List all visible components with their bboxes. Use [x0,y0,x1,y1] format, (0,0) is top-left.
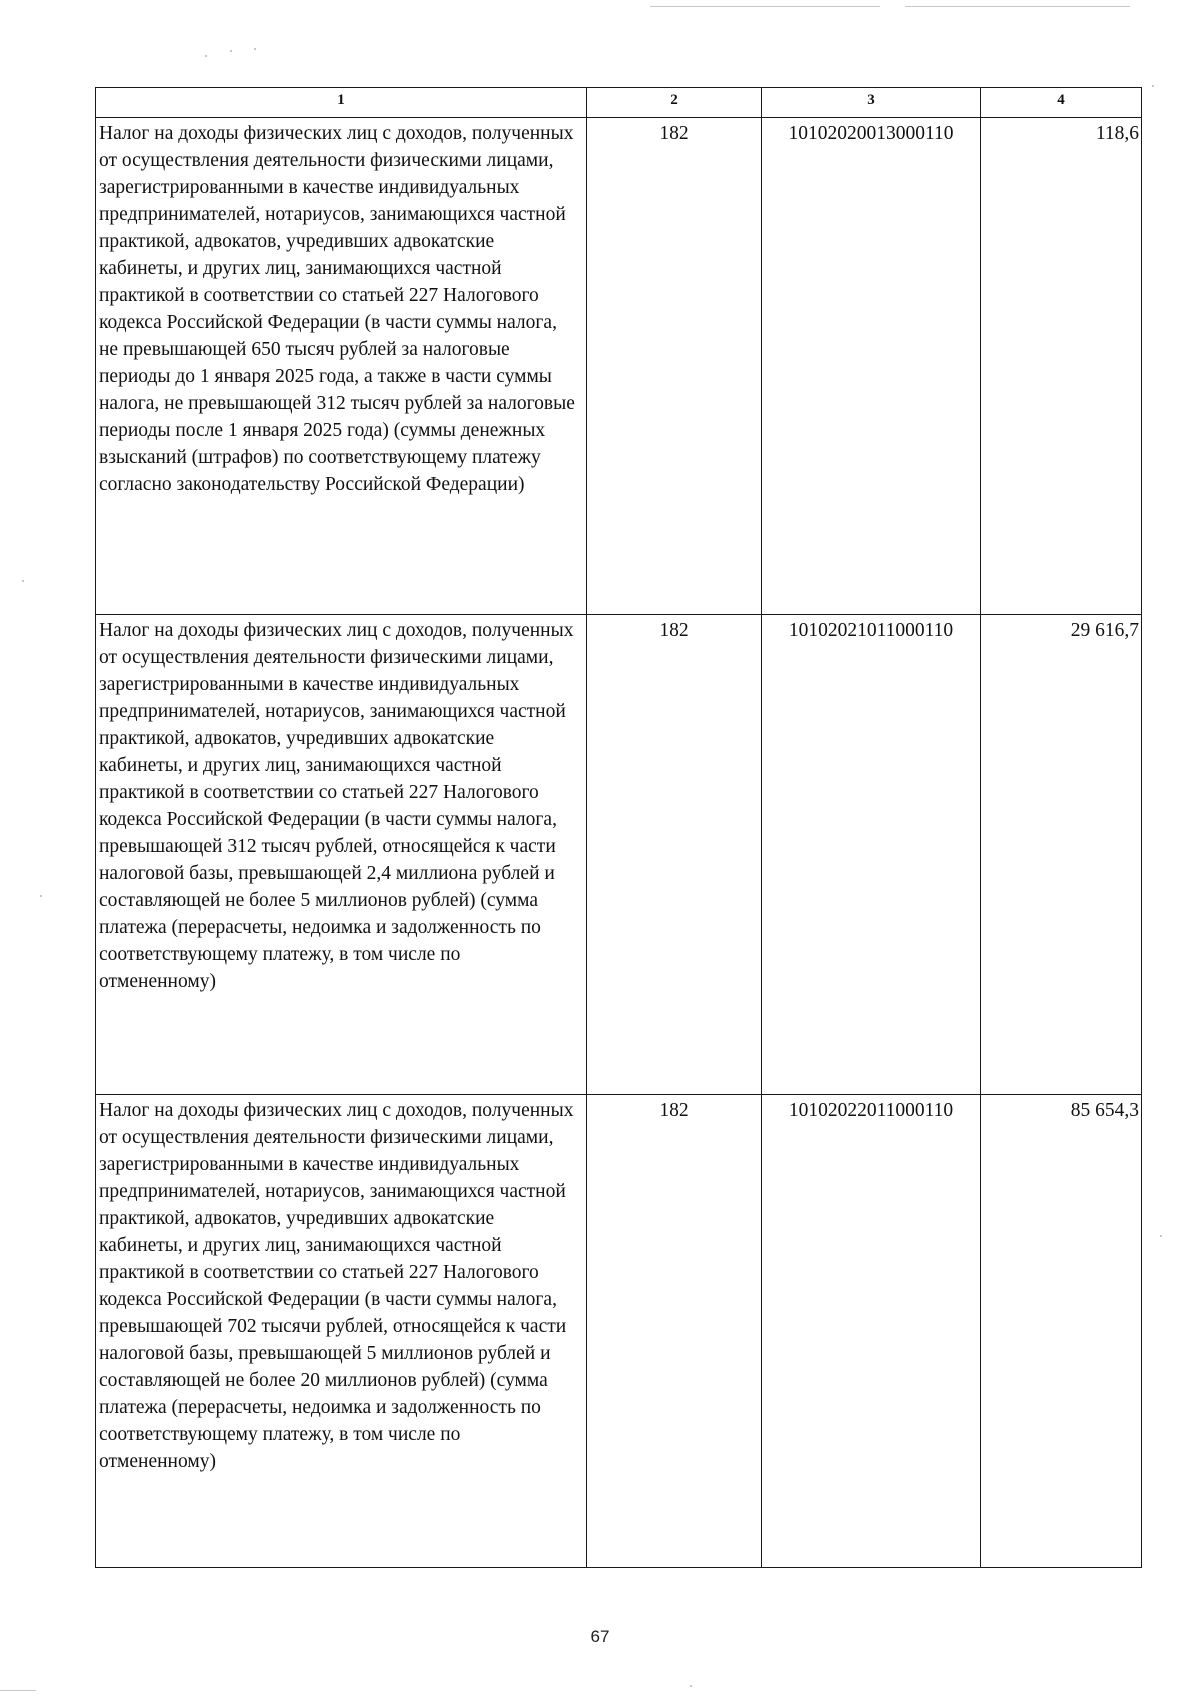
scan-artifact-dot [40,895,42,897]
row-admin-code: 182 [587,615,762,1095]
row-kbk-code: 10102020013000110 [762,118,981,615]
row-amount: 29 616,7 [981,615,1142,1095]
row-description: Налог на доходы физических лиц с доходов, полученных от осуществления деятельности физическими лицами, зарегистрированными в качестве индивидуальных предпринимателей, нотариусов, занимающихся частной практикой, адвокатов, учредивших адвокатские кабинеты, и других лиц, занимающихся частной практикой в соответствии со статьей 227 Налогового кодекса Российской Федерации (в части суммы налога, превышающей 312 тысяч рублей, относящейся к части налоговой базы, превышающей 2,4 миллиона рублей и составляющей не более 5 миллионов рублей) (сумма платежа (перерасчеты, недоимка и задолженность по соответствующему платежу, в том числе по отмененному) [96,615,587,1095]
scan-artifact-dot [254,48,256,50]
scan-artifact-dot [1160,1235,1162,1237]
scan-artifact-dot [690,1685,692,1687]
scan-artifact-top-line [650,6,880,7]
row-description: Налог на доходы физических лиц с доходов, полученных от осуществления деятельности физическими лицами, зарегистрированными в качестве индивидуальных предпринимателей, нотариусов, занимающихся частной практикой, адвокатов, учредивших адвокатские кабинеты, и других лиц, занимающихся частной практикой в соответствии со статьей 227 Налогового кодекса Российской Федерации (в части суммы налога, не превышающей 650 тысяч рублей за налоговые периоды до 1 января 2025 года, а также в части суммы налога, не превышающей 312 тысяч рублей за налоговые периоды после 1 января 2025 года) (суммы денежных взысканий (штрафов) по соответствующему платежу согласно законодательству Российской Федерации) [96,118,587,615]
row-kbk-code: 10102021011000110 [762,615,981,1095]
column-header: 4 [981,88,1142,118]
row-amount: 118,6 [981,118,1142,615]
page-number: 67 [590,1627,610,1646]
row-kbk-code: 10102022011000110 [762,1095,981,1568]
row-admin-code: 182 [587,1095,762,1568]
scan-artifact-top-line [905,6,1130,7]
scan-artifact-dot [1152,85,1154,87]
scan-artifact-dot [205,55,207,57]
scan-artifact-dot [230,50,232,52]
table-row [96,1095,1142,1568]
revenue-table [95,87,1142,1568]
table-row [96,615,1142,1095]
scan-artifact-bottom-line [0,1690,36,1691]
row-description: Налог на доходы физических лиц с доходов, полученных от осуществления деятельности физическими лицами, зарегистрированными в качестве индивидуальных предпринимателей, нотариусов, занимающихся частной практикой, адвокатов, учредивших адвокатские кабинеты, и других лиц, занимающихся частной практикой в соответствии со статьей 227 Налогового кодекса Российской Федерации (в части суммы налога, превышающей 702 тысячи рублей, относящейся к части налоговой базы, превышающей 5 миллионов рублей и составляющей не более 20 миллионов рублей) (сумма платежа (перерасчеты, недоимка и задолженность по соответствующему платежу, в том числе по отмененному) [96,1095,587,1568]
column-header: 1 [96,88,587,118]
scan-artifact-dot [22,580,24,582]
row-admin-code: 182 [587,118,762,615]
row-amount: 85 654,3 [981,1095,1142,1568]
table-header-row [96,88,1142,118]
column-header: 2 [587,88,762,118]
column-header: 3 [762,88,981,118]
table-row [96,118,1142,615]
